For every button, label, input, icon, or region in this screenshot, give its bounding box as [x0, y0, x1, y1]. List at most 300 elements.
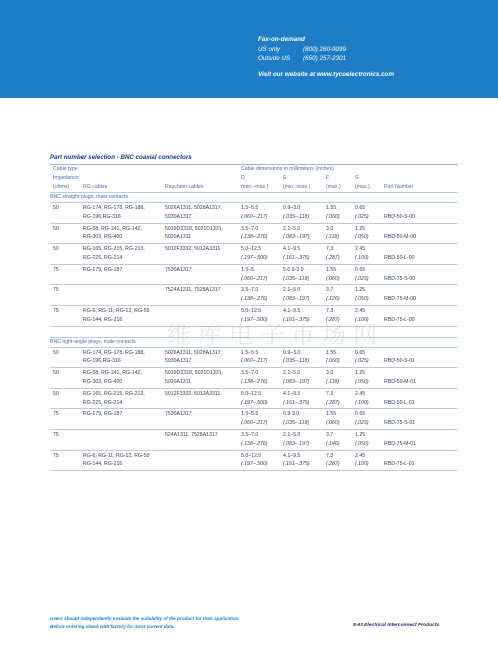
rg-cables-cell — [83, 245, 165, 263]
dim-g-cell-line-2: (.050) — [355, 234, 369, 241]
dim-d-cell-line-2: (.197–.500) — [241, 254, 268, 261]
impedance-cell: 75 — [53, 431, 59, 438]
dim-d-cell — [241, 452, 283, 470]
dim-d-cell-line-2: (.060–.217) — [241, 358, 268, 365]
part-number-value: RBD-75-S-01 — [384, 420, 416, 427]
dim-f-cell-line-2: (.060) — [326, 420, 340, 427]
dim-f-cell-line-1: 3.7 — [326, 287, 334, 294]
raychem-cables-cell — [165, 431, 241, 449]
dim-d-cell — [241, 410, 283, 428]
raychem-cables-cell — [165, 452, 241, 470]
raychem-cables-cell-line-2 — [165, 275, 241, 284]
dim-f-cell-line-2: (.060) — [326, 358, 340, 365]
table-row — [50, 430, 458, 451]
dim-e-cell-line-1: 0.9–3.0 — [283, 349, 301, 356]
rg-cables-cell — [83, 390, 165, 408]
rg-cables-cell — [83, 369, 165, 387]
dim-f-cell-line-2: (.287) — [326, 399, 340, 406]
header-cable-dimensions: Cable dimensions in millimeters (inches) — [241, 166, 334, 172]
header-rg-cables: RG cables — [83, 184, 108, 190]
raychem-cables-cell-line-1: 5019D3318, 5021D1331, — [165, 225, 223, 232]
dim-f-cell — [326, 204, 355, 222]
rg-cables-cell-line-2: RG-144, RG-216 — [83, 461, 123, 468]
dim-d-cell-line-2: (.138–.276) — [241, 296, 268, 303]
table-row — [50, 368, 458, 389]
part-number-cell — [384, 431, 432, 449]
raychem-cables-cell — [165, 225, 241, 243]
dim-f-cell-line-1: 3.7 — [326, 431, 334, 438]
dim-f-cell-line-2: (.287) — [326, 254, 340, 261]
dim-e-cell-line-2: (.083–.197) — [283, 234, 310, 241]
header-ohms: (ohms) — [53, 184, 70, 190]
table-row — [50, 409, 458, 430]
dim-g-cell-line-1: 1.25 — [355, 287, 366, 294]
table-row — [50, 451, 458, 472]
rg-cables-cell — [83, 349, 165, 367]
raychem-cables-cell-line-2: 5020A1311 — [165, 234, 192, 241]
rg-cables-cell-line-1: RG-58, RG-141, RG-142, — [83, 225, 142, 232]
rg-cables-cell-line-1: RG-165, RG-215, RG-213, — [83, 246, 145, 253]
dim-g-cell-line-1: 0.65 — [355, 205, 366, 211]
rg-cables-cell-line-2: RG-196,RG-316 — [83, 358, 121, 365]
impedance-cell: 75 — [53, 287, 59, 294]
header-impedance: Impedance — [53, 175, 79, 181]
dim-e-cell-line-1: 5.0.9-3.0 — [283, 266, 304, 273]
watermark-text: 维库电子市场网 — [167, 321, 384, 349]
dim-g-cell-line-1: 1.25 — [355, 225, 366, 232]
raychem-cables-cell-line-2: 5020A1311 — [165, 378, 192, 385]
part-number-spacer — [384, 390, 432, 399]
part-number-value: RBD-50-S-01 — [384, 358, 416, 365]
dim-d-cell — [241, 431, 283, 449]
table-header-row-3 — [50, 183, 458, 193]
dim-g-cell-line-1: 1.25 — [355, 370, 366, 377]
dim-d-cell-line-1: 3.5–7.0 — [241, 370, 259, 377]
dim-d-cell-line-2: (.138–.276) — [241, 440, 268, 447]
dim-g-cell-line-1: 2.45 — [355, 452, 366, 459]
part-number-spacer — [384, 307, 432, 316]
rg-cables-cell-line-1: RG-6, RG-11, RG-12, RG-59 — [83, 307, 150, 314]
part-number-value: RBD-75-L-01 — [384, 461, 415, 468]
dim-e-cell-line-2: (.161–.375) — [283, 316, 310, 323]
dim-e-cell-line-2: (.035–.118) — [283, 420, 310, 427]
dim-g-cell — [355, 452, 384, 470]
dim-g-cell-line-1: 0.65 — [355, 411, 366, 418]
table-row — [50, 389, 458, 410]
rg-cables-cell — [83, 431, 165, 449]
blue-header-banner — [0, 0, 498, 98]
dim-e-cell — [283, 390, 326, 408]
impedance-cell: 75 — [53, 266, 59, 273]
dim-f-cell — [326, 452, 355, 470]
website-link[interactable]: Visit our website at www.tycoelectronics.com — [258, 70, 395, 78]
part-number-spacer — [384, 266, 432, 275]
rg-cables-cell — [83, 266, 165, 284]
fax-outside-label: Outside US — [258, 55, 291, 62]
dim-g-cell — [355, 225, 384, 243]
raychem-cables-cell-line-2 — [165, 295, 241, 304]
dim-e-cell-line-2: (.083–.197) — [283, 440, 310, 447]
raychem-cables-cell — [165, 410, 241, 428]
part-number-cell — [384, 266, 432, 284]
dim-g-cell-line-2: (.100) — [355, 399, 369, 406]
dim-e-cell-line-1: 4.1–9.5 — [283, 452, 301, 459]
dim-e-cell-line-1: 4.1–9.5 — [283, 246, 301, 253]
header-f: F — [326, 175, 330, 181]
rg-cables-cell — [83, 307, 165, 325]
footer-line-1: Users should independently evaluate the suitability of the product for their application. — [50, 616, 240, 621]
dim-g-cell-line-2: (.050) — [355, 440, 369, 447]
fax-outside-row — [258, 54, 394, 64]
rg-cables-cell-line-1: RG-174, RG-178, RG-188, — [83, 205, 145, 211]
rg-cables-cell-line-1: RG-58, RG-141, RG-142, — [83, 370, 142, 377]
dim-e-cell-line-1: 0.9-3.0 — [283, 411, 300, 418]
rg-cables-cell-line-2: RG-225, RG-214 — [83, 399, 123, 406]
dim-f-cell-line-2: (.126) — [326, 296, 340, 303]
header-e: E — [283, 175, 287, 181]
dim-d-cell — [241, 225, 283, 243]
header-g: G — [355, 175, 360, 181]
dim-d-cell-line-2: (.197–.500) — [241, 399, 268, 406]
part-number-cell — [384, 390, 432, 408]
dim-g-cell — [355, 286, 384, 304]
dim-d-cell — [241, 349, 283, 367]
raychem-cables-cell-line-1: 524A1311, 7528A1317 — [165, 431, 218, 438]
dim-d-cell-line-1: 5.0–12.5 — [241, 452, 262, 459]
dim-f-cell-line-1: 1.55 — [326, 266, 337, 273]
raychem-cables-cell-line-1: 7530A1317 — [165, 411, 192, 418]
dim-f-cell-line-2: (.146) — [326, 440, 340, 447]
part-number-spacer — [384, 245, 432, 254]
dim-f-cell-line-2: (.287) — [326, 316, 340, 323]
dim-f-cell — [326, 410, 355, 428]
dim-d-cell — [241, 266, 283, 284]
dim-e-cell-line-1: 2.1–5.0 — [283, 431, 301, 438]
part-number-value: RBD-75-M-00 — [384, 296, 416, 303]
header-g-max: (max.) — [355, 184, 370, 190]
impedance-cell: 50 — [53, 390, 59, 397]
dim-d-cell — [241, 204, 283, 222]
raychem-cables-cell-line-2 — [165, 254, 241, 263]
dim-g-cell-line-2: (.025) — [355, 213, 369, 220]
part-number-value: RBD-50-L-01 — [384, 399, 415, 406]
fax-us-number: (800) 260-9099 — [303, 45, 347, 53]
dim-e-cell-line-1: 0.9–3.0 — [283, 205, 301, 211]
table-row — [50, 265, 458, 286]
impedance-cell: 50 — [53, 205, 59, 211]
dim-f-cell — [326, 390, 355, 408]
raychem-cables-cell-line-1: 5012F3332, 5012A3311 — [165, 390, 221, 397]
header-d-range: (min.–max.) — [241, 184, 269, 190]
part-number-cell — [384, 245, 432, 263]
impedance-cell: 50 — [53, 246, 59, 253]
impedance-cell: 75 — [53, 307, 59, 314]
dim-g-cell — [355, 369, 384, 387]
dim-g-cell-line-1: 2.45 — [355, 390, 366, 397]
dim-e-cell — [283, 266, 326, 284]
dim-d-cell-line-1: 3.5–7.0 — [241, 287, 259, 294]
rg-cables-cell-line-2: RG-196,RG-316 — [83, 213, 121, 220]
table-title: Part number selection - BNC coaxial connectors — [50, 154, 458, 165]
dim-e-cell — [283, 349, 326, 367]
raychem-cables-cell-line-1: 5019D3318, 5021D1331, — [165, 370, 223, 377]
dim-f-cell-line-1: 3.0 — [326, 225, 334, 232]
part-number-value: RBD-50-M-00 — [384, 234, 416, 241]
raychem-cables-cell — [165, 286, 241, 304]
raychem-cables-cell — [165, 349, 241, 367]
dim-e-cell-line-1: 4.1–9.5 — [283, 307, 301, 314]
part-number-cell — [384, 286, 432, 304]
dim-f-cell-line-2: (.118) — [326, 234, 340, 241]
dim-e-cell-line-2: (.161–.375) — [283, 399, 310, 406]
dim-d-cell-line-2: (.060–.217) — [241, 275, 268, 282]
fax-outside-number: (650) 257-2301 — [303, 55, 347, 62]
raychem-cables-cell — [165, 245, 241, 263]
dim-e-cell-line-2: (.035–.118) — [283, 275, 310, 282]
raychem-cables-cell — [165, 390, 241, 408]
dim-g-cell — [355, 245, 384, 263]
dim-d-cell — [241, 245, 283, 263]
dim-g-cell-line-2: (.100) — [355, 461, 369, 468]
dim-d-cell-line-1: 5.0–12.5 — [241, 246, 262, 253]
part-number-cell — [384, 349, 432, 367]
dim-e-cell — [283, 369, 326, 387]
fax-us-label: US only — [258, 45, 281, 53]
raychem-cables-cell — [165, 204, 241, 222]
dim-f-cell-line-1: 3.0 — [326, 370, 334, 377]
dim-e-cell-line-1: 2.1–5.0 — [283, 370, 301, 377]
dim-d-cell — [241, 390, 283, 408]
part-number-cell — [384, 452, 432, 470]
dim-e-cell-line-1: 4.1–9.5 — [283, 390, 301, 397]
page-reference: 8-63 Electrical Interconnect Products — [353, 623, 440, 628]
dim-d-cell-line-1: 3.5–7.0 — [241, 225, 259, 232]
impedance-cell: 50 — [53, 349, 59, 356]
dim-g-cell — [355, 431, 384, 449]
dim-f-cell-line-1: 7.3 — [326, 452, 334, 459]
part-number-cell — [384, 225, 432, 243]
part-number-cell — [384, 410, 432, 428]
rg-cables-cell-line-2: RG-303, RG-400 — [83, 378, 123, 385]
dim-e-cell-line-2: (.083–.197) — [283, 296, 310, 303]
dim-g-cell-line-1: 0.65 — [355, 266, 366, 273]
dim-g-cell — [355, 410, 384, 428]
raychem-cables-cell-line-2: 5030A1317 — [165, 358, 192, 365]
dim-g-cell-line-1: 1.25 — [355, 431, 366, 438]
part-number-spacer — [384, 225, 432, 234]
dim-g-cell — [355, 349, 384, 367]
raychem-cables-cell-line-2 — [165, 440, 241, 449]
dim-e-cell — [283, 452, 326, 470]
footer-line-2: Before ordering check with factory for most current data. — [50, 624, 175, 629]
rg-cables-cell — [83, 225, 165, 243]
raychem-cables-cell-line-2 — [165, 399, 241, 408]
dim-d-cell-line-2: (.138–.276) — [241, 378, 268, 385]
header-raychem-cables: Raychem cables — [165, 184, 204, 190]
raychem-cables-cell — [165, 266, 241, 284]
dim-f-cell-line-2: (.060) — [326, 275, 340, 282]
part-number-value: RBD-50-S-00 — [384, 213, 416, 220]
dim-g-cell-line-1: 0.65 — [355, 349, 366, 356]
part-number-spacer — [384, 286, 432, 295]
raychem-cables-cell-line-1: 7524A1311, 7528A1317 — [165, 287, 221, 294]
part-number-table — [50, 154, 458, 471]
part-number-cell — [384, 204, 432, 222]
raychem-cables-cell — [165, 369, 241, 387]
dim-d-cell-line-1: 1.5–5.5 — [241, 411, 259, 418]
dim-e-cell-line-2: (.035–.118) — [283, 213, 310, 220]
dim-d-cell-line-1: 1.5–5. — [241, 266, 256, 273]
dim-f-cell — [326, 266, 355, 284]
rg-cables-cell-line-2 — [83, 419, 165, 428]
part-number-cell — [384, 307, 432, 325]
table-header-row-2 — [50, 174, 458, 183]
header-part-number: Part Number — [384, 184, 414, 190]
part-number-value: RBD-50-L-00 — [384, 254, 415, 261]
dim-f-cell-line-2: (.287) — [326, 461, 340, 468]
table-row — [50, 285, 458, 306]
dim-d-cell-line-1: 5.0–12.5 — [241, 390, 262, 397]
dim-g-cell-line-2: (.050) — [355, 378, 369, 385]
dim-g-cell-line-2: (.025) — [355, 275, 369, 282]
dim-f-cell-line-1: 7.3 — [326, 246, 334, 253]
dim-e-cell — [283, 410, 326, 428]
dim-f-cell-line-2: (.118) — [326, 378, 340, 385]
rg-cables-cell-line-2 — [83, 431, 165, 440]
dim-e-cell — [283, 286, 326, 304]
part-number-value: RBD-75-M-01 — [384, 440, 416, 447]
table-row — [50, 224, 458, 245]
fax-title: Fax-on-demand — [258, 36, 305, 43]
header-f-max: (max.) — [326, 184, 341, 190]
raychem-cables-cell-line-2 — [165, 452, 241, 461]
dim-f-cell — [326, 431, 355, 449]
dim-f-cell-line-1: 7.3 — [326, 307, 334, 314]
dim-d-cell-line-2: (.060–.217) — [241, 213, 268, 220]
table-row — [50, 244, 458, 265]
table-row — [50, 203, 458, 224]
dim-e-cell-line-2: (.161–.375) — [283, 254, 310, 261]
dim-f-cell — [326, 286, 355, 304]
part-number-value: RBD-75-L-00 — [384, 316, 415, 323]
section-title: BNC straight plugs, male contacts — [50, 193, 458, 203]
impedance-cell: 50 — [53, 225, 59, 232]
impedance-cell: 75 — [53, 452, 59, 459]
part-number-spacer — [384, 410, 432, 419]
dim-e-cell-line-1: 2.1–5.0 — [283, 225, 301, 232]
dim-d-cell-line-1: 5.0–12.5 — [241, 307, 262, 314]
dim-d-cell-line-1: 1.5–5.5 — [241, 349, 259, 356]
dim-g-cell-line-2: (.100) — [355, 254, 369, 261]
dim-g-cell — [355, 204, 384, 222]
rg-cables-cell-line-1: RG-179, RG-187 — [83, 266, 123, 273]
table-header-row-1 — [50, 165, 458, 174]
part-number-spacer — [384, 369, 432, 378]
dim-f-cell-line-1: 1.55 — [326, 349, 337, 356]
dim-d-cell-line-2: (.138–.276) — [241, 234, 268, 241]
dim-d-cell-line-1: 1.5–5.5 — [241, 205, 259, 211]
dim-f-cell — [326, 369, 355, 387]
dim-d-cell-line-2: (.197–.500) — [241, 461, 268, 468]
header-d: D — [241, 175, 245, 181]
dim-e-cell — [283, 204, 326, 222]
dim-f-cell — [326, 349, 355, 367]
dim-e-cell — [283, 245, 326, 263]
rg-cables-cell-line-1: RG-6, RG-11, RG-12, RG-59 — [83, 452, 150, 459]
raychem-cables-cell-line-1: 7530A1317 — [165, 266, 192, 273]
dim-f-cell-line-1: 1.55 — [326, 411, 337, 418]
part-number-spacer — [384, 431, 432, 440]
part-number-spacer — [384, 349, 432, 358]
dim-e-cell-line-1: 2.1–5.0 — [283, 287, 301, 294]
raychem-cables-cell-line-1: 5026A1311, 5028A1317, — [165, 349, 223, 356]
rg-cables-cell — [83, 452, 165, 470]
rg-cables-cell — [83, 204, 165, 222]
impedance-cell: 75 — [53, 411, 59, 418]
header-e-range: (min.–max.) — [283, 184, 311, 190]
part-number-spacer — [384, 204, 432, 213]
part-number-value: RBD-75-S-00 — [384, 275, 416, 282]
dim-g-cell-line-1: 2.45 — [355, 307, 366, 314]
dim-e-cell — [283, 431, 326, 449]
rg-cables-cell-line-2: RG-144, RG-216 — [83, 316, 123, 323]
dim-e-cell-line-2: (.161–.375) — [283, 461, 310, 468]
dim-f-cell-line-2: (.060) — [326, 213, 340, 220]
dim-d-cell-line-1: 3.5–7.0 — [241, 431, 259, 438]
dim-d-cell — [241, 286, 283, 304]
dim-f-cell-line-1: 7.3 — [326, 390, 334, 397]
dim-d-cell-line-2: (.060–.217) — [241, 420, 268, 427]
fax-on-demand-block — [258, 35, 394, 79]
raychem-cables-cell-line-2 — [165, 419, 241, 428]
rg-cables-cell-line-2 — [83, 286, 165, 295]
rg-cables-cell-line-1: RG-174, RG-178, RG-188, — [83, 349, 145, 356]
part-number-cell — [384, 369, 432, 387]
dim-e-cell — [283, 225, 326, 243]
dim-g-cell — [355, 390, 384, 408]
impedance-cell: 50 — [53, 370, 59, 377]
section-title: BNC right-angle plugs, male contacts — [50, 337, 458, 348]
rg-cables-cell-line-1: RG-179, RG-187 — [83, 411, 123, 418]
raychem-cables-cell-line-1: 5012F3332, 5012A3311 — [165, 246, 221, 253]
dim-d-cell-line-2: (.197–.500) — [241, 316, 268, 323]
rg-cables-cell-line-2 — [83, 275, 165, 284]
dim-d-cell — [241, 369, 283, 387]
part-number-spacer — [384, 452, 432, 461]
dim-e-cell-line-2: (.083–.197) — [283, 378, 310, 385]
footer-disclaimer — [50, 615, 240, 631]
rg-cables-cell — [83, 286, 165, 304]
fax-us-row — [258, 45, 394, 55]
dim-g-cell-line-2: (.025) — [355, 420, 369, 427]
dim-e-cell-line-2: (.035–.118) — [283, 358, 310, 365]
dim-g-cell-line-1: 2.45 — [355, 246, 366, 253]
rg-cables-cell-line-1: RG-165, RG-215, RG-213, — [83, 390, 145, 397]
dim-g-cell-line-2: (.050) — [355, 296, 369, 303]
rg-cables-cell-line-2: RG-303, RG-400 — [83, 234, 123, 241]
dim-g-cell — [355, 266, 384, 284]
rg-cables-cell — [83, 410, 165, 428]
raychem-cables-cell-line-1: 5026A1311, 5028A1317, — [165, 205, 223, 211]
header-cable-type: Cable type — [53, 166, 78, 172]
table-row — [50, 348, 458, 369]
dim-f-cell — [326, 225, 355, 243]
rg-cables-cell-line-2: RG-225, RG-214 — [83, 254, 123, 261]
dim-f-cell-line-1: 1.55 — [326, 205, 337, 211]
part-number-value: RBD-50-M-01 — [384, 378, 416, 385]
dim-g-cell-line-2: (.025) — [355, 358, 369, 365]
dim-g-cell-line-2: (.100) — [355, 316, 369, 323]
